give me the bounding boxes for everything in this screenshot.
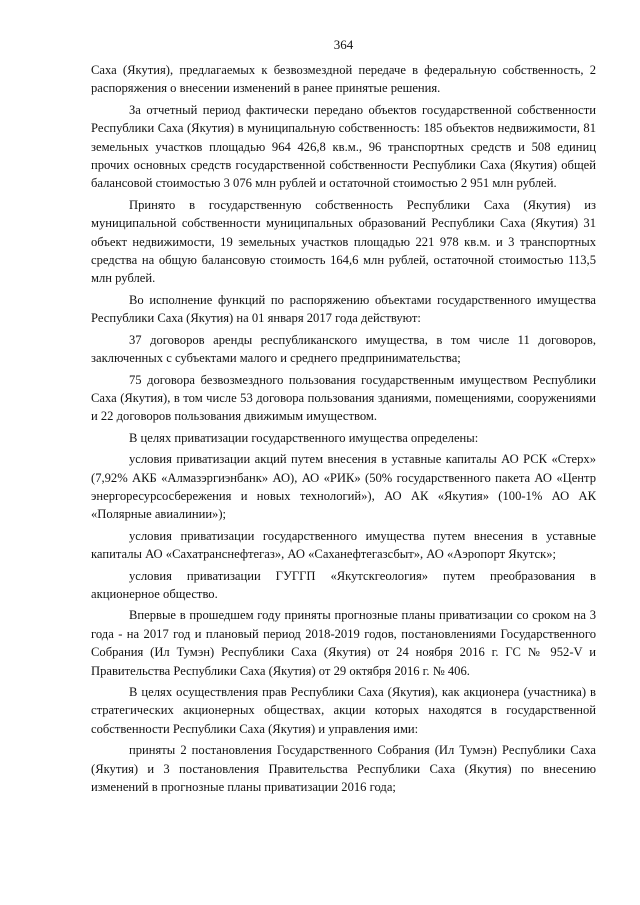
document-page [91,36,596,799]
paragraph-share-contribution: условия приватизации акций путем внесения в уставные капиталы АО РСК «Стерх» (7,92% АКБ «Алмазэргиэнбанк» АО), АО «РИК» (50% государственного пакета АО «Центр энергоресурсосбережения и новых технологий»), АО АК «Якутия» (100-1% АО АК «Полярные авиалинии»); [91,452,596,522]
paragraph-property-contribution: условия приватизации государственного имущества путем внесения в уставные капиталы АО «Сахатранснефтегаз», АО «Саханефтегазсбыт», АО «Аэропорт Якутск»; [91,528,596,562]
paragraph-functions-intro: Во исполнение функций по распоряжению объектами государственного имущества Республики Саха (Якутия) на 01 января 2017 года действуют: [91,292,596,326]
page-number: 364 [333,37,354,52]
paragraph-free-use-contracts: 75 договора безвозмездного пользования государственным имуществом Республики Саха (Якутия), в том числе 53 договора пользования зданиями, помещениями, сооружениями и 22 договоров пользования движимым имуществом. [91,372,596,424]
paragraph-forecast-plans: Впервые в прошедшем году приняты прогнозные планы приватизации со сроком на 3 года - на 2017 год и плановый период 2018-2019 годов, постановлениями Государственного Собрания (Ил Тумэн) Республики Саха (Якутия) от 24 ноября 2016 г. ГС № 952-V и Правительства Республики Саха (Якутия) от 29 октября 2016 г. № 406. [91,608,596,678]
paragraph-accepted-into-state: Принято в государственную собственность Республики Саха (Якутия) из муниципальной собственности муниципальных образований Республики Саха (Якутия) 31 объект недвижимости, 19 земельных участков площадью 221 978 кв.м. и 3 транспортных средства на общую балансовую стоимость 164,6 млн рублей, остаточной стоимостью 113,5 млн рублей. [91,197,596,286]
paragraph-transfer-to-municipal: За отчетный период фактически передано объектов государственной собственности Республики Саха (Якутия) в муниципальную собственность: 185 объектов недвижимости, 81 земельных участков площадью 964 426,8 кв.м., 96 транспортных средств и 508 единиц прочих основных средств государственной собственности Республики Саха (Якутия) общей балансовой стоимостью 3 076 млн рублей и остаточной стоимостью 2 951 млн рублей. [91,102,596,191]
paragraph-continuation: Саха (Якутия), предлагаемых к безвозмездной передаче в федеральную собственность, 2 распоряжения о внесении изменений в ранее принятые решения. [91,63,596,96]
paragraph-resolutions: приняты 2 постановления Государственного Собрания (Ил Тумэн) Республики Саха (Якутия) и 3 постановления Правительства Республики Саха (Якутия) по внесению изменений в прогнозные планы приватизации 2016 года; [91,743,596,795]
paragraph-shareholder-rights: В целях осуществления прав Республики Саха (Якутия), как акционера (участника) в стратегических акционерных обществах, акции которых находятся в государственной собственности Республики Саха (Якутия) и управления ими: [91,685,596,736]
paragraph-privatization-intro: В целях приватизации государственного имущества определены: [129,430,479,445]
paragraph-transformation: условия приватизации ГУГГП «Якутскгеология» путем преобразования в акционерное общество. [91,568,596,601]
paragraph-lease-contracts: 37 договоров аренды республиканского имущества, в том числе 11 договоров, заключенных с субъектами малого и среднего предпринимательства; [91,332,596,366]
